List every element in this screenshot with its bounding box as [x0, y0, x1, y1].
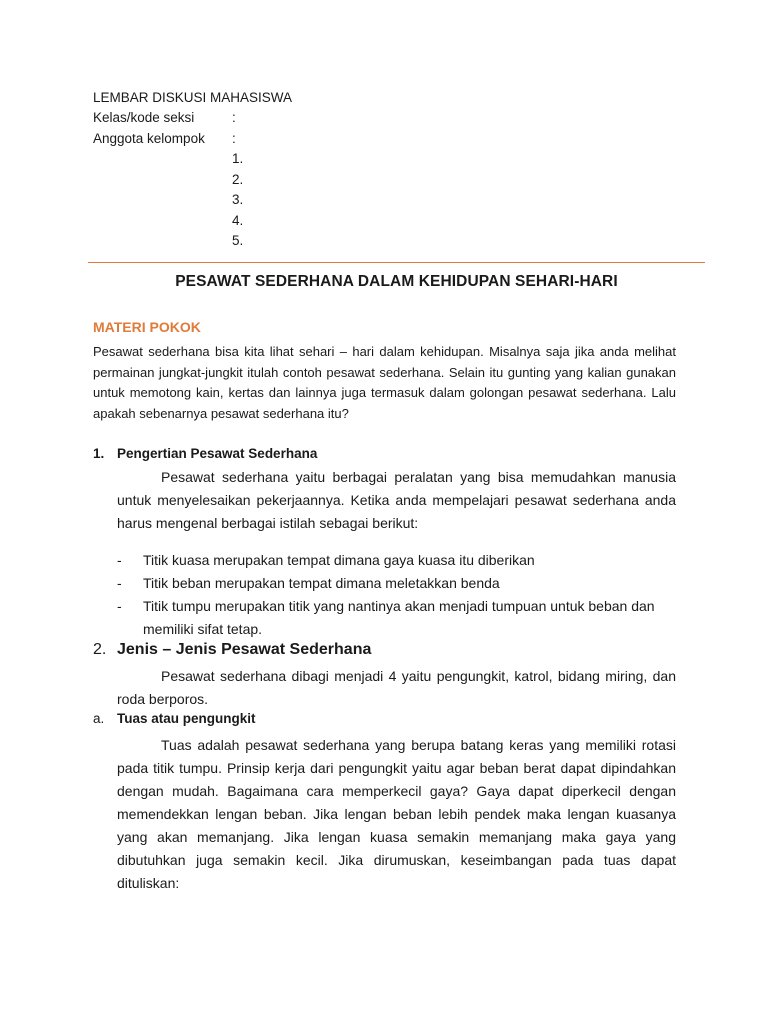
member-number: 3. — [232, 192, 244, 207]
list-item-text: Titik beban merupakan tempat dimana meletakkan benda — [143, 575, 500, 591]
header-divider — [88, 262, 705, 263]
group-colon: : — [232, 131, 236, 146]
member-number: 2. — [232, 172, 244, 187]
group-label: Anggota kelompok — [93, 131, 205, 146]
section-2a-heading — [93, 711, 256, 726]
member-number: 4. — [232, 213, 244, 228]
section-2-number: 2. — [93, 641, 107, 658]
list-item — [117, 572, 676, 595]
section-2-heading — [93, 641, 371, 659]
materi-paragraph: Pesawat sederhana bisa kita lihat sehari – hari dalam kehidupan. Misalnya saja jika anda melihat permainan jungkat-jungkit itulah contoh pesawat sederhana. Selain itu gunting yang kalian gunakan untuk memotong kain, kertas dan lainnya juga termasuk dalam golongan pesawat sederhana. Lalu apakah sebenarnya pesawat sederhana itu? — [93, 344, 676, 421]
section-2-paragraph: Pesawat sederhana dibagi menjadi 4 yaitu pengungkit, katrol, bidang miring, dan roda berporos. — [117, 668, 676, 707]
bullet-marker: - — [117, 552, 122, 568]
bullet-marker: - — [117, 575, 122, 591]
section-2-title: Jenis – Jenis Pesawat Sederhana — [117, 641, 372, 658]
list-item-text: Titik kuasa merupakan tempat dimana gaya kuasa itu diberikan — [143, 552, 535, 568]
sheet-title: LEMBAR DISKUSI MAHASISWA — [93, 90, 293, 105]
list-item — [117, 549, 676, 572]
section-1-title: Pengertian Pesawat Sederhana — [117, 446, 318, 461]
terms-list — [117, 549, 676, 641]
section-2a-paragraph: Tuas adalah pesawat sederhana yang berupa batang keras yang memiliki rotasi pada titik tumpu. Prinsip kerja dari pengungkit yaitu agar beban berat dapat dipindahkan dengan mudah. Bagaimana cara memperkecil gaya? Gaya dapat diperkecil dengan memendekkan lengan beban. Jika lengan beban lebih pendek maka lengan kuasanya yang akan memanjang. Jika lengan kuasa semakin memanjang maka gaya yang dibutuhkan juga semakin kecil. Jika dirumuskan, keseimbangan pada tuas dapat dituliskan: — [117, 737, 676, 891]
section-1-number: 1. — [93, 446, 105, 461]
section-2a-title: Tuas atau pengungkit — [117, 711, 256, 726]
member-number: 1. — [232, 151, 244, 166]
materi-heading: MATERI POKOK — [93, 319, 201, 335]
section-1-paragraph: Pesawat sederhana yaitu berbagai peralatan yang bisa memudahkan manusia untuk menyelesaikan pekerjaannya. Ketika anda mempelajari pesawat sederhana anda harus mengenal berbagai istilah sebagai berikut: — [117, 469, 676, 531]
member-number: 5. — [232, 233, 244, 248]
bullet-marker: - — [117, 598, 122, 614]
class-label: Kelas/kode seksi — [93, 110, 195, 125]
section-2a-number: a. — [93, 711, 105, 726]
class-colon: : — [232, 110, 236, 125]
list-item-text: Titik tumpu merupakan titik yang nantinya akan menjadi tumpuan untuk beban dan memiliki sifat tetap. — [143, 598, 655, 637]
section-1-heading — [93, 446, 317, 461]
list-item — [117, 595, 676, 641]
document-title: PESAWAT SEDERHANA DALAM KEHIDUPAN SEHARI-HARI — [175, 273, 618, 290]
